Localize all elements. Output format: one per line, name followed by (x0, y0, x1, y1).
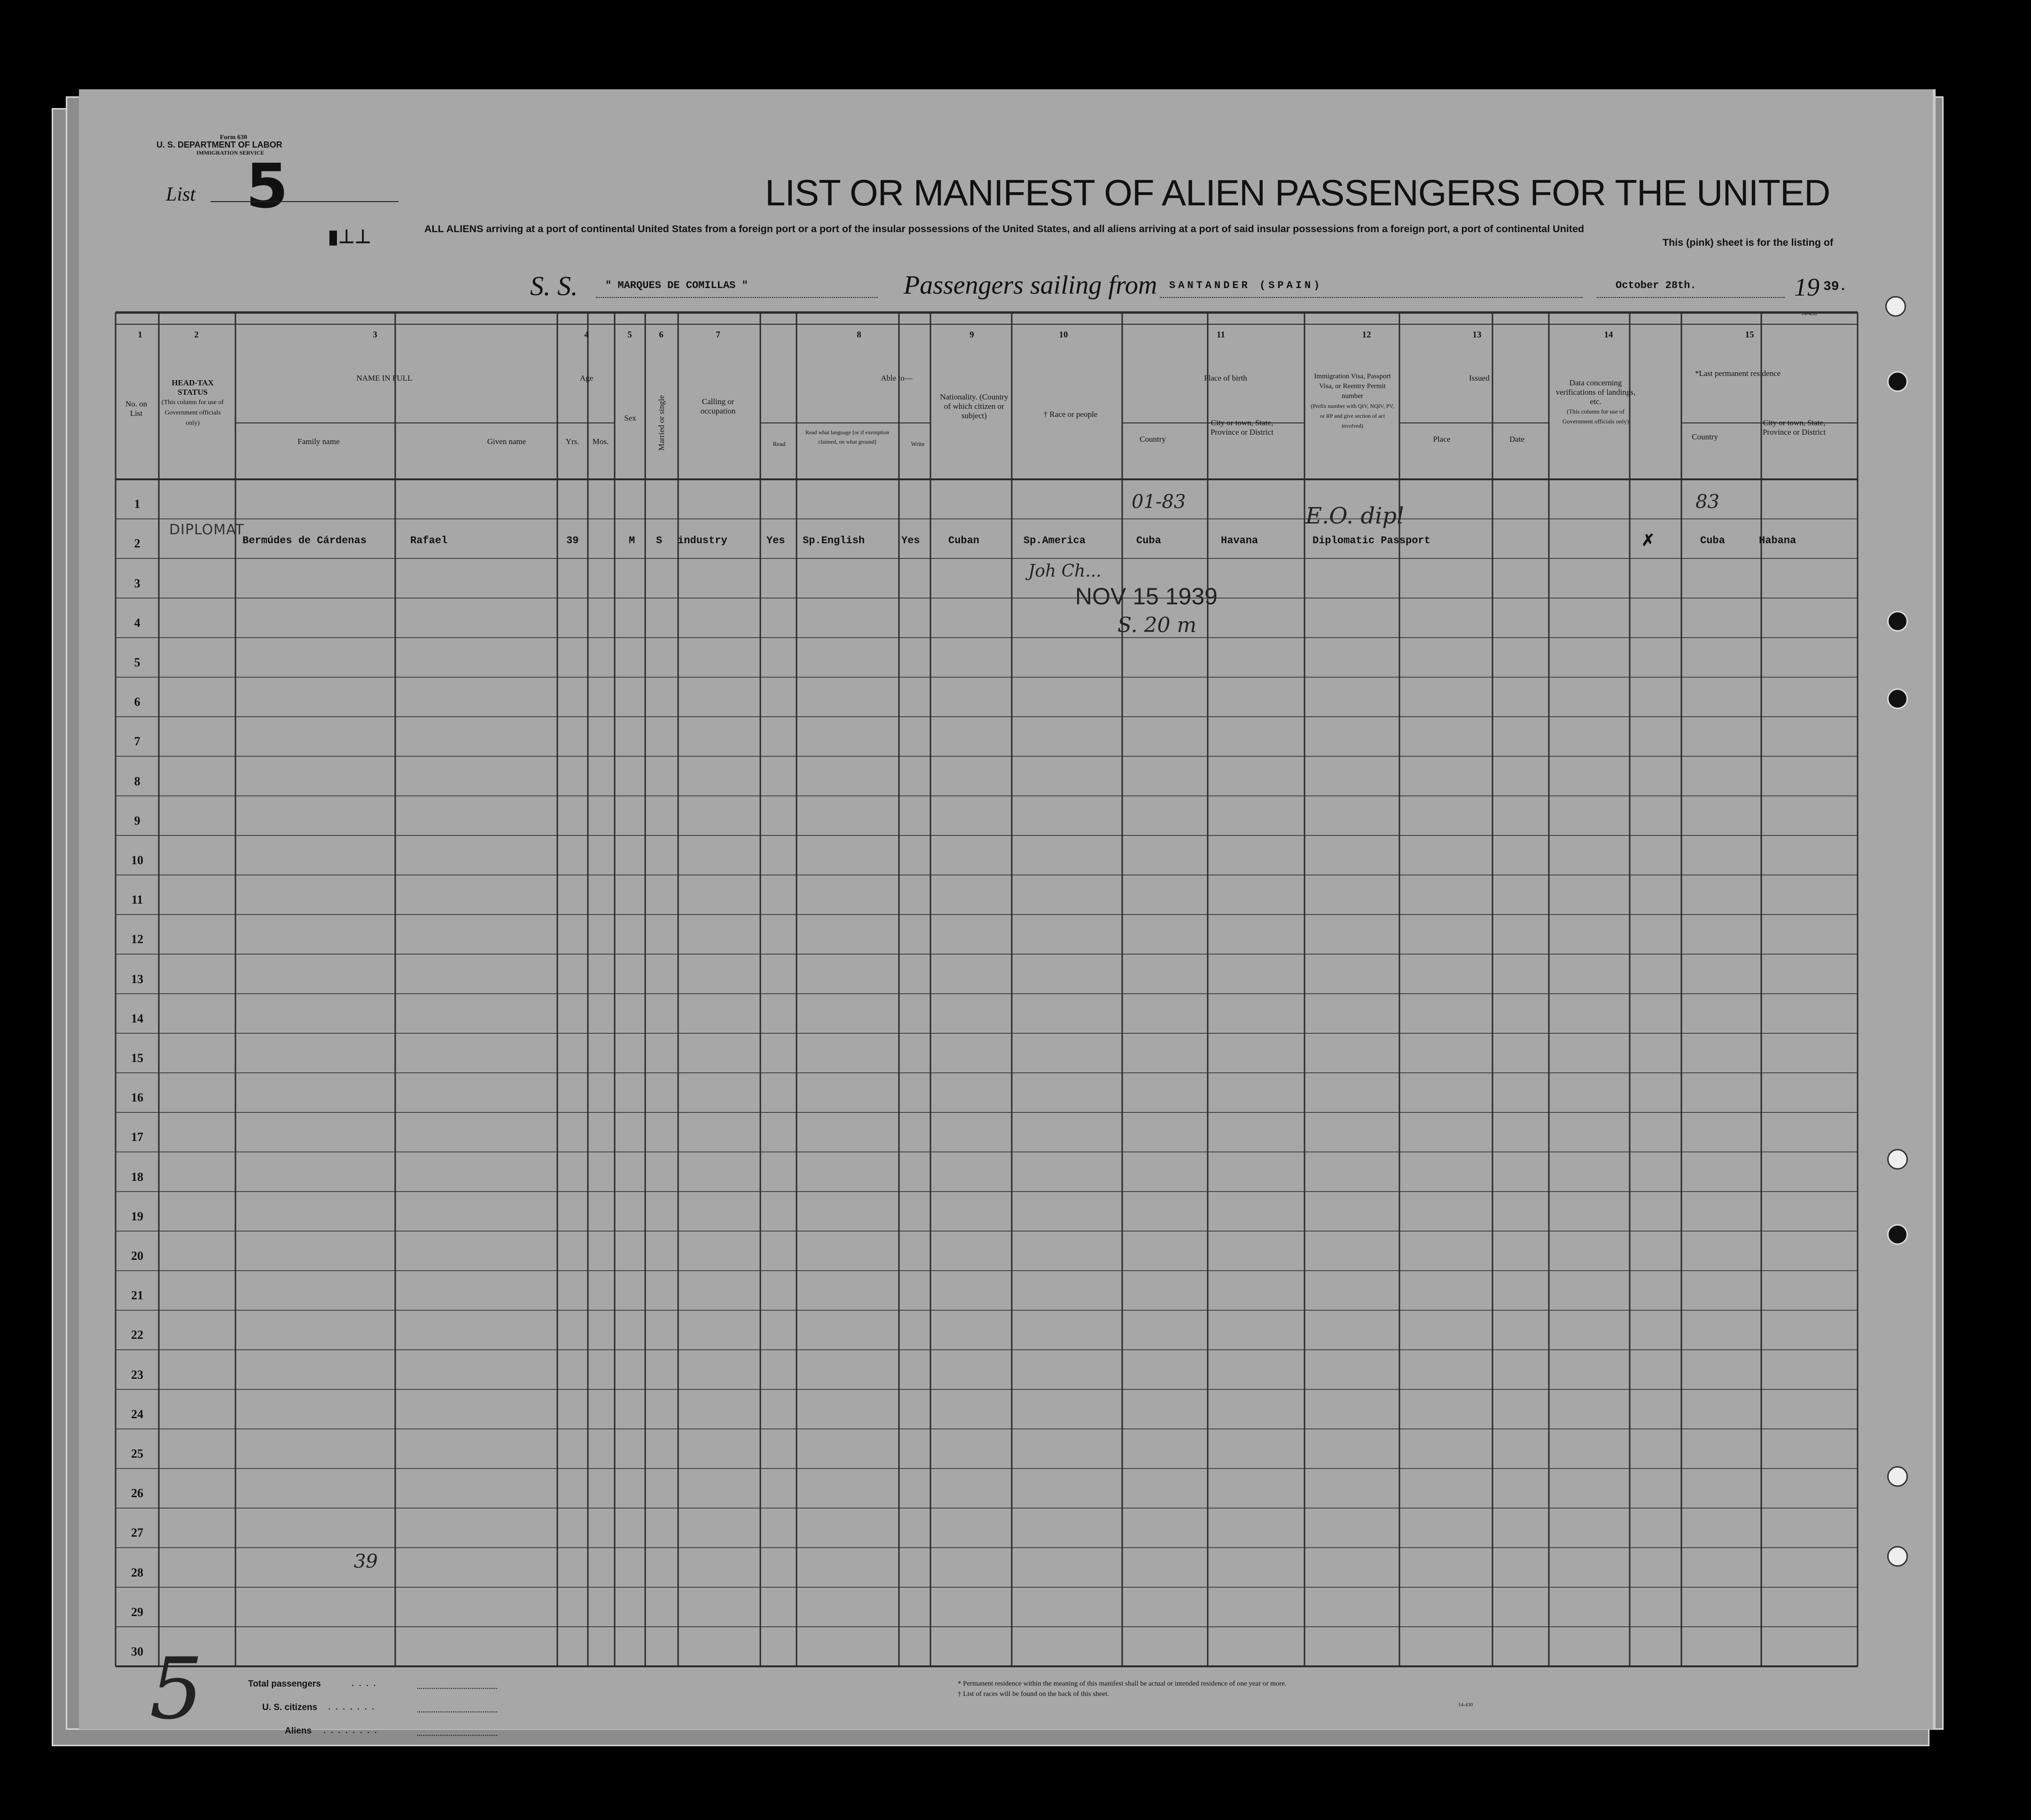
row-number: 20 (131, 1249, 143, 1263)
row-number: 22 (131, 1328, 143, 1342)
read-language: Sp.English (803, 535, 865, 547)
sailing-label: Passengers sailing from (904, 271, 1157, 300)
age-years: 39 (566, 535, 579, 547)
col-num: 9 (969, 330, 974, 340)
birth-city: Havana (1221, 535, 1258, 547)
header-name-in-full: NAME IN FULL (356, 374, 413, 383)
footer-form-code: 14-430 (1458, 1702, 1473, 1708)
header-visa-note: (Prefix number with QIV, NQIV, PV, or RP and give section of act involved) (1311, 403, 1394, 429)
row-number: 16 (131, 1091, 143, 1105)
row-number: 18 (131, 1170, 143, 1184)
corner-mark: 5 (149, 1640, 203, 1738)
total-passengers-field (417, 1688, 497, 1689)
header-head-tax-title: HEAD-TAX STATUS (172, 378, 214, 397)
row-number: 28 (131, 1565, 143, 1579)
visa-number: Diplomatic Passport (1312, 535, 1430, 547)
header-mos: Mos. (592, 437, 609, 446)
row-number: 8 (134, 774, 141, 788)
header-head-tax-note: (This column for use of Government officials only) (161, 399, 224, 427)
verification-check-mark: ✗ (1641, 532, 1655, 549)
header-read-what: Read what language [or if exemption claimed, on what ground] (805, 429, 890, 445)
year-prefix: 19 (1794, 273, 1820, 301)
binder-hole (1887, 1466, 1908, 1487)
family-name: Bermúdes de Cárdenas (242, 535, 367, 547)
header-given-name: Given name (487, 437, 526, 446)
row-number: 25 (131, 1447, 143, 1461)
col-num: 5 (627, 330, 632, 340)
stamp-mark: ▮⊥⊥ (328, 226, 371, 247)
footer-aliens-dots: ........ (323, 1724, 382, 1735)
header-data-concerning-title: Data concerning verifications of landings, etc. (1555, 378, 1636, 406)
row-number: 2 (134, 537, 141, 551)
row-number: 9 (134, 813, 141, 828)
departure-date: October 28th. (1616, 280, 1696, 291)
binder-hole (1887, 1546, 1908, 1567)
col-num: 3 (373, 330, 377, 340)
header-yrs: Yrs. (565, 437, 579, 446)
row-number: 10 (131, 853, 143, 867)
header-birth-city: City or town, State, Province or District (1210, 418, 1274, 437)
row-number: 19 (131, 1209, 143, 1223)
footer-total-dots: .... (352, 1677, 381, 1688)
footer-us-citizens: U. S. citizens (262, 1703, 318, 1712)
col-num: 10 (1059, 330, 1068, 340)
row-number: 26 (131, 1486, 143, 1500)
can-read: Yes (766, 535, 785, 547)
header-race: † Race or people (1043, 410, 1098, 419)
footer-us-dots: ....... (328, 1700, 379, 1712)
footer-total-passengers: Total passengers (248, 1679, 321, 1689)
row-number: 3 (134, 576, 141, 590)
header-data-concerning-note: (This column for use of Government officials only) (1562, 408, 1629, 425)
binder-hole (1887, 611, 1908, 632)
header-head-tax (160, 378, 226, 428)
row-number: 27 (131, 1526, 143, 1540)
row-number: 13 (131, 972, 143, 986)
header-family-name: Family name (297, 437, 340, 446)
binder-hole (1885, 296, 1906, 317)
year-suffix: 39. (1823, 280, 1847, 294)
header-no-on-list: No. on List (125, 399, 148, 418)
footer-note-races: † List of races will be found on the back of this sheet. (958, 1690, 1109, 1698)
header-issued-date: Date (1509, 435, 1525, 444)
header-issued-place: Place (1433, 435, 1451, 444)
header-write: Write (911, 440, 925, 447)
header-sex: Sex (624, 414, 636, 422)
stamp-date: NOV 15 1939 (1075, 583, 1218, 609)
header-calling: Calling or occupation (700, 397, 736, 415)
col-num: 8 (857, 330, 861, 340)
header-birth-country: Country (1140, 435, 1166, 444)
binder-hole (1887, 1149, 1908, 1170)
header-res-country: Country (1692, 432, 1718, 441)
list-label: List (166, 184, 196, 205)
visa-annotation: E.O. dipl (1305, 503, 1404, 529)
occupation: industry (678, 535, 727, 547)
manifest-subtitle-2: This (pink) sheet is for the listing of (1663, 237, 1834, 248)
manifest-title: LIST OR MANIFEST OF ALIEN PASSENGERS FOR THE UNITED (765, 172, 1830, 213)
header-last-residence: *Last permanent residence (1695, 369, 1781, 378)
row-number: 21 (131, 1289, 143, 1303)
ss-label: S. S. (530, 271, 578, 301)
col-num: 1 (138, 330, 142, 340)
row-number: 12 (131, 932, 143, 946)
aliens-field (417, 1735, 497, 1736)
row-number: 17 (131, 1130, 143, 1144)
residence-code-annotation: 83 (1695, 491, 1719, 513)
header-married: Married or single (657, 395, 666, 451)
binder-hole (1887, 371, 1908, 392)
birth-code-annotation: 01-83 (1132, 491, 1186, 513)
binder-hole (1887, 1224, 1908, 1245)
col-num: 2 (194, 330, 199, 340)
row-number: 1 (134, 497, 141, 511)
given-name: Rafael (410, 535, 448, 547)
form-code-top: 14-430 (1801, 310, 1817, 317)
race: Sp.America (1023, 535, 1086, 547)
row-number: 14 (131, 1011, 143, 1025)
stamp-initials: S. 20 m (1117, 613, 1197, 637)
col-num: 15 (1745, 330, 1754, 340)
ship-name: " MARQUES DE COMILLAS " (605, 280, 748, 291)
col-num: 11 (1217, 330, 1225, 340)
col-num: 13 (1472, 330, 1482, 340)
header-data-concerning (1554, 378, 1637, 426)
row-number: 24 (131, 1407, 143, 1421)
manifest-sheet (79, 89, 1936, 1738)
header-visa (1310, 371, 1395, 430)
header-read: Read (773, 440, 786, 447)
row-number: 6 (134, 695, 141, 709)
header-place-of-birth: Place of birth (1204, 374, 1247, 383)
col-num: 4 (584, 330, 589, 340)
header-res-city: City or town, State, Province or District (1762, 418, 1826, 437)
nationality: Cuban (948, 535, 980, 547)
footer-aliens: Aliens (285, 1726, 312, 1736)
col-num: 7 (716, 330, 720, 340)
header-visa-title: Immigration Visa, Passport Visa, or Reentry Permit number (1314, 373, 1391, 400)
row-number: 30 (131, 1645, 143, 1658)
row-number: 5 (134, 656, 141, 669)
row-number: 23 (131, 1367, 143, 1382)
manifest-subtitle-1: ALL ALIENS arriving at a port of continental United States from a foreign port or a port of the insular possessions of the United States, and all aliens arriving at a port of said insular possessions from a foreign port, a port of continental United (424, 223, 1585, 234)
residence-city: Habana (1759, 535, 1797, 547)
header-age: Age (579, 374, 594, 383)
departure-port: SANTANDER (SPAIN) (1169, 280, 1323, 291)
can-write: Yes (901, 535, 920, 547)
header-issued: Issued (1469, 374, 1490, 383)
col-num: 14 (1604, 330, 1613, 340)
department-label: U. S. DEPARTMENT OF LABOR (156, 140, 282, 149)
footer-note-residence: * Permanent residence within the meaning of this manifest shall be actual or intended residence of one year or more. (958, 1680, 1287, 1687)
form-number: Form 630 (220, 134, 247, 141)
header-able-to: Able to— (881, 374, 913, 383)
age-total: 39 (354, 1551, 378, 1572)
marital-status: S (656, 535, 663, 547)
row-number: 4 (134, 616, 141, 630)
manifest-grid (79, 89, 1933, 1729)
stamp-signature: Joh Ch... (1028, 562, 1101, 581)
row-number: 11 (131, 893, 143, 907)
list-number: 5 (246, 150, 289, 222)
row-number: 15 (131, 1051, 143, 1065)
sex: M (629, 535, 635, 547)
birth-country: Cuba (1136, 535, 1161, 547)
residence-country: Cuba (1700, 535, 1725, 547)
header-nationality: Nationality. (Country of which citizen or subject) (940, 392, 1008, 420)
binder-hole (1887, 688, 1908, 709)
col-num: 12 (1362, 330, 1371, 340)
service-label: IMMIGRATION SERVICE (196, 149, 265, 156)
row-number: 29 (131, 1605, 143, 1619)
row-number: 7 (134, 734, 141, 749)
us-citizens-field (417, 1711, 497, 1712)
head-tax-status: DIPLOMAT (169, 522, 244, 538)
col-num: 6 (659, 330, 664, 340)
